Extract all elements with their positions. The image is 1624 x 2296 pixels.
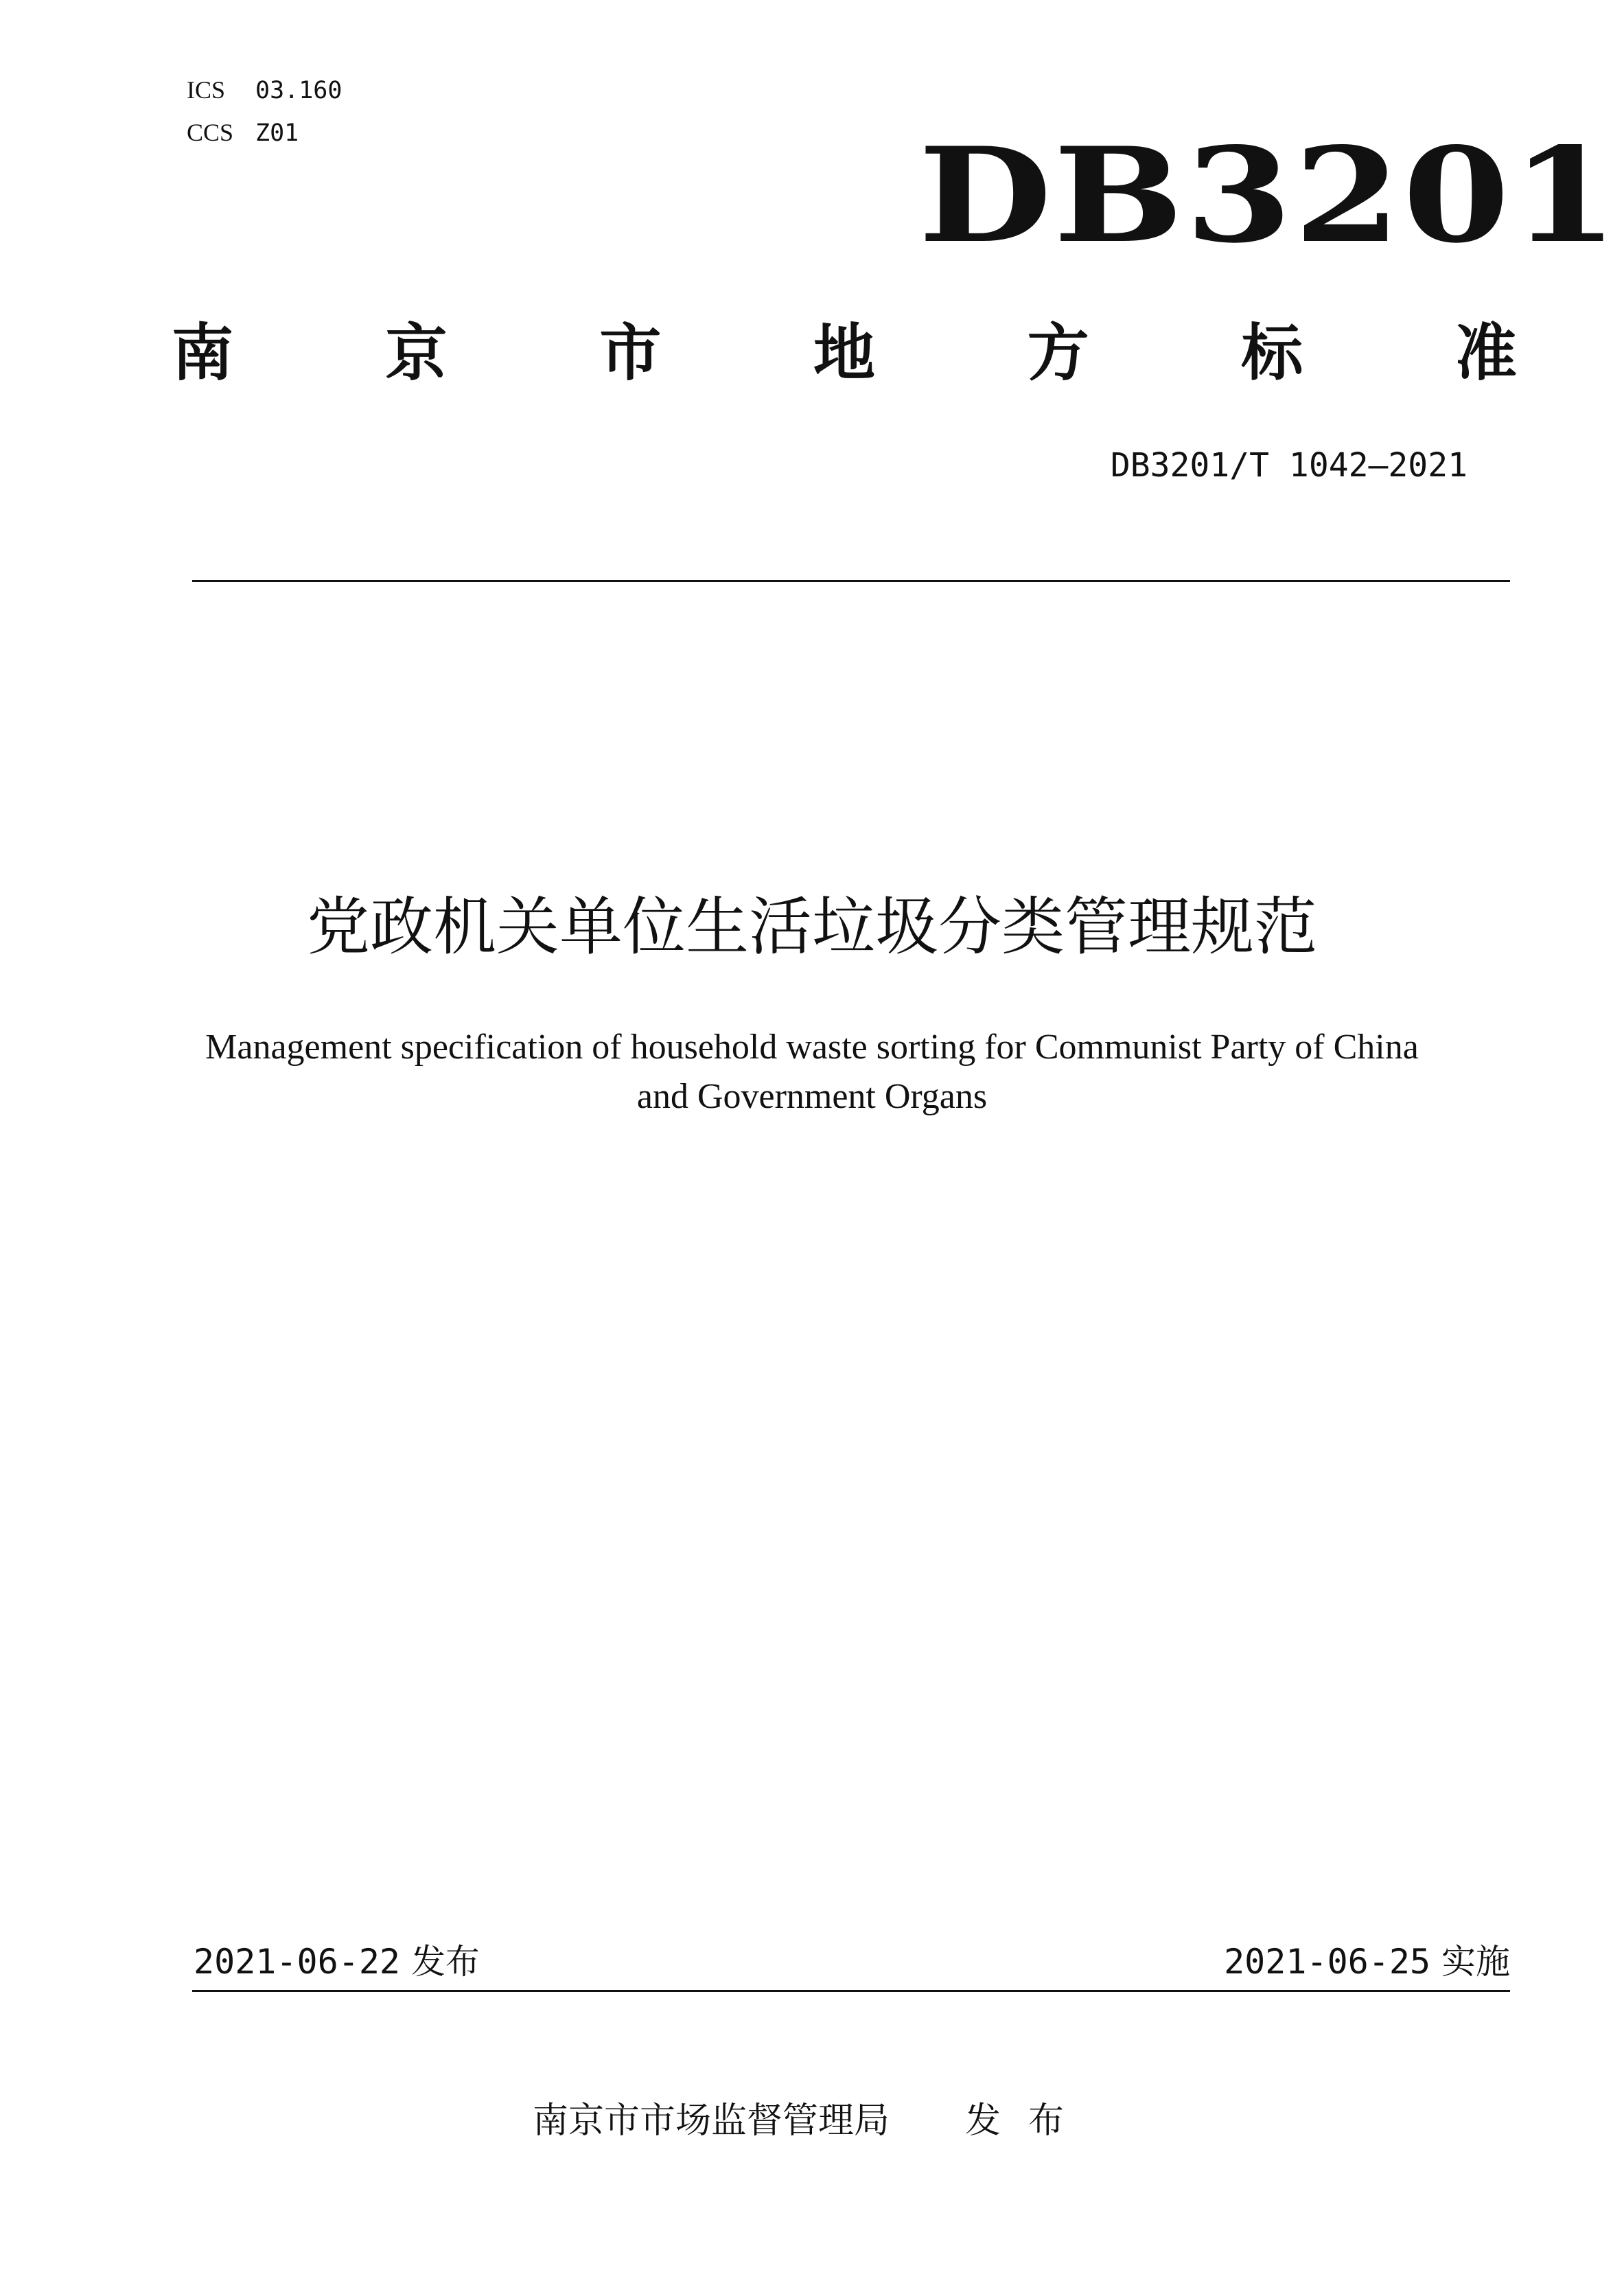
standard-type-char: 市 [599,317,662,389]
title-english-line1: Management specification of household waste sorting for Communist Party of China [205,1028,1419,1067]
issue-date-block [194,1940,480,1984]
implement-date-block [1224,1940,1510,1984]
publisher-name: 南京市市场监督管理局 [532,2100,890,2142]
ics-row [187,76,342,110]
standard-type-char: 准 [1454,317,1517,389]
issue-date: 2021-06-22 [194,1942,401,1982]
implement-date: 2021-06-25 [1224,1942,1431,1982]
standard-type-heading [172,316,1517,391]
issue-label: 发布 [410,1942,480,1982]
standard-type-char: 地 [813,317,875,389]
ccs-label: CCS [187,119,234,146]
ics-value: 03.160 [255,77,343,104]
title-chinese: 党政机关单位生活垃圾分类管理规范 [306,890,1317,964]
publisher-line [0,2097,1624,2145]
publisher-action: 发布 [965,2100,1092,2142]
header-divider [192,580,1510,582]
footer-divider [192,1990,1510,1992]
db-logo: DB3201 [918,119,1621,272]
ics-label: ICS [187,76,226,104]
standard-type-char: 标 [1241,317,1303,389]
ccs-value: Z01 [255,119,299,147]
standard-type-char: 方 [1027,317,1089,389]
implement-label: 实施 [1441,1942,1510,1982]
standard-type-char: 京 [385,317,448,389]
title-english-line2: and Government Organs [636,1077,988,1116]
standard-number: DB3201/T 1042—2021 [1110,446,1468,485]
standard-type-char: 南 [172,317,233,389]
ccs-row [187,118,299,152]
